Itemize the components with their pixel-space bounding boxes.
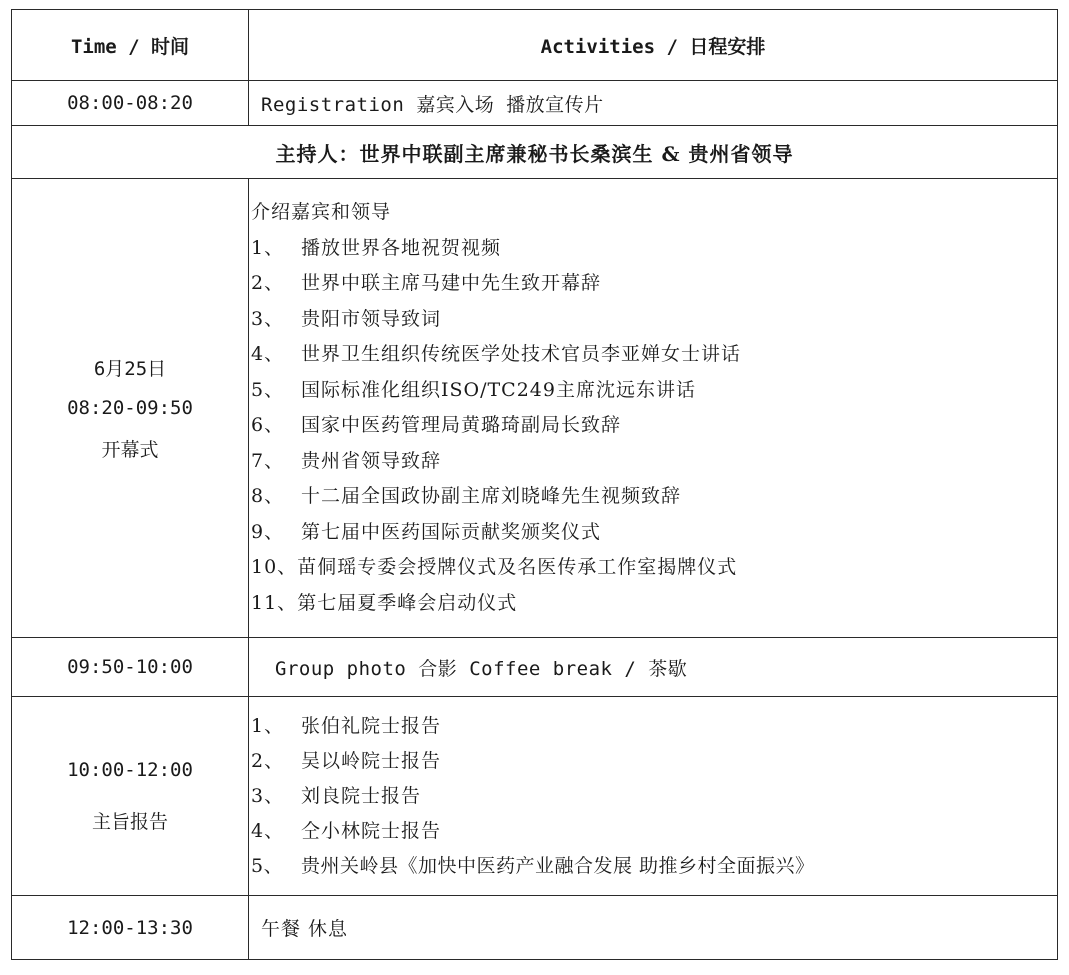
- list-item: [251, 515, 1057, 551]
- item-number: 4、: [251, 819, 285, 842]
- item-text: 国家中医药管理局黄璐琦副局长致辞: [301, 414, 622, 436]
- list-item: [251, 779, 1057, 814]
- time-cell: 09:50-10:00: [12, 638, 249, 697]
- item-number: 2、: [251, 272, 285, 294]
- item-text: 张伯礼院士报告: [301, 714, 442, 737]
- host-cell: 主持人：世界中联副主席兼秘书长桑滨生 & 贵州省领导: [12, 126, 1058, 179]
- session-label: 开幕式: [101, 439, 159, 461]
- list-item: [251, 849, 1057, 884]
- table-row-registration: [12, 81, 1058, 126]
- table-row-coffee: [12, 638, 1058, 697]
- item-text: 世界中联主席马建中先生致开幕辞: [301, 272, 602, 294]
- time-cell: 12:00-13:30: [12, 896, 249, 960]
- list-item: [251, 337, 1057, 373]
- table-row-keynote: [12, 697, 1058, 896]
- item-number: 7、: [251, 449, 285, 472]
- list-item: [251, 302, 1057, 338]
- item-text: 仝小林院士报告: [301, 819, 442, 842]
- list-item: [251, 550, 1057, 586]
- item-text: 刘良院士报告: [301, 784, 422, 807]
- list-item: [251, 479, 1057, 515]
- activity-text: Registration 嘉宾入场 播放宣传片: [261, 93, 604, 116]
- list-item: [251, 373, 1057, 409]
- list-item-intro: 介绍嘉宾和领导: [251, 201, 392, 223]
- keynote-agenda-list: [249, 709, 1057, 884]
- time-cell: [12, 697, 249, 896]
- item-text: 贵阳市领导致词: [301, 307, 442, 330]
- activity-cell: [249, 697, 1058, 896]
- item-number: 2、: [251, 749, 285, 772]
- time-cell: [12, 179, 249, 638]
- item-number: 9、: [251, 520, 285, 543]
- item-text: 贵州省领导致辞: [301, 449, 442, 472]
- time-cell: 08:00-08:20: [12, 81, 249, 126]
- item-text: 第七届夏季峰会启动仪式: [297, 591, 518, 614]
- time-range-text: 10:00-12:00: [67, 758, 193, 781]
- item-text: 播放世界各地祝贺视频: [301, 236, 502, 259]
- time-range-text: 08:20-09:50: [67, 397, 193, 419]
- item-number: 10、: [251, 556, 298, 578]
- list-item: [251, 231, 1057, 267]
- item-number: 3、: [251, 784, 285, 807]
- item-number: 1、: [251, 236, 285, 259]
- activity-cell: 午餐 休息: [249, 896, 1058, 960]
- schedule-table: [11, 9, 1058, 960]
- list-item: [251, 709, 1057, 744]
- item-number: 11、: [251, 591, 298, 614]
- item-text: 贵州关岭县《加快中医药产业融合发展 助推乡村全面振兴》: [301, 854, 815, 877]
- item-text: 世界卫生组织传统医学处技术官员李亚婵女士讲话: [301, 343, 742, 365]
- activity-cell: [249, 81, 1058, 126]
- item-text: 国际标准化组织ISO/TC249主席沈远东讲话: [301, 378, 696, 401]
- opening-agenda-list: [249, 195, 1057, 621]
- session-label: 主旨报告: [91, 810, 168, 833]
- item-number: 1、: [251, 714, 285, 737]
- list-item: [251, 744, 1057, 779]
- list-item: [251, 586, 1057, 622]
- item-text: 十二届全国政协副主席刘晓峰先生视频致辞: [301, 485, 682, 507]
- item-number: 3、: [251, 307, 285, 330]
- item-number: 8、: [251, 485, 285, 507]
- item-number: 5、: [251, 378, 285, 401]
- header-activities: Activities / 日程安排: [249, 10, 1058, 81]
- table-row-opening: [12, 179, 1058, 638]
- list-item: [251, 444, 1057, 480]
- list-item: [251, 814, 1057, 849]
- list-item: [251, 408, 1057, 444]
- item-text: 第七届中医药国际贡献奖颁奖仪式: [301, 520, 602, 543]
- activity-cell: [249, 179, 1058, 638]
- item-number: 4、: [251, 343, 285, 365]
- table-row-lunch: [12, 896, 1058, 960]
- item-text: 苗侗瑶专委会授牌仪式及名医传承工作室揭牌仪式: [297, 556, 738, 578]
- header-row: [12, 10, 1058, 81]
- list-item: [251, 266, 1057, 302]
- date-text: 6月25日: [93, 358, 167, 380]
- table-row-host: [12, 126, 1058, 179]
- item-number: 6、: [251, 414, 285, 436]
- item-text: 吴以岭院士报告: [301, 749, 442, 772]
- item-number: 5、: [251, 854, 284, 877]
- header-time: Time / 时间: [12, 10, 249, 81]
- activity-cell: Group photo 合影 Coffee break / 茶歇: [249, 638, 1058, 697]
